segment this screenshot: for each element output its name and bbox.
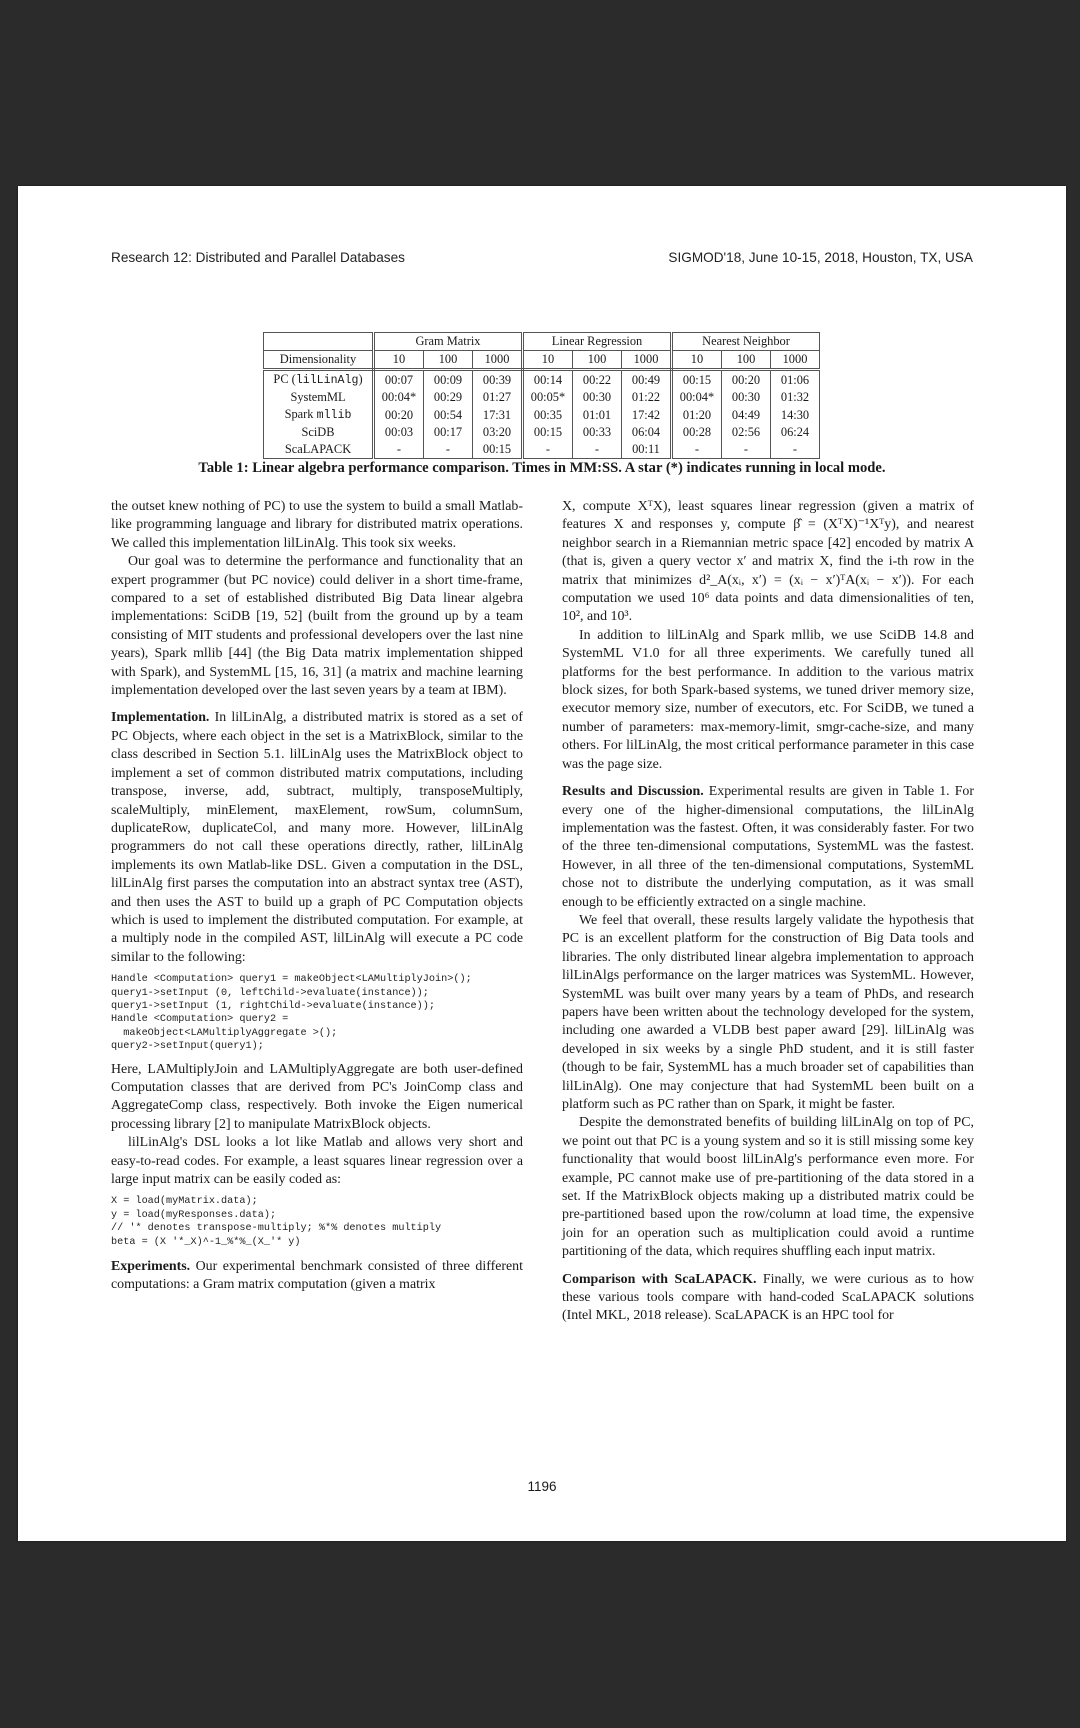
- table-cell: 00:35: [523, 406, 573, 424]
- table-row: [264, 389, 820, 406]
- left-column: [111, 498, 523, 1295]
- dim-cell: 100: [722, 351, 771, 370]
- right-column: [562, 498, 974, 1326]
- table-cell: 17:31: [473, 406, 523, 424]
- paragraph: Here, LAMultiplyJoin and LAMultiplyAggregate are both user-defined Computation classes that are derived from PC's JoinComp class and AggregateComp class, respectively. Both invoke the Eigen numerical processing library [2] to manipulate MatrixBlock objects.: [111, 1061, 523, 1132]
- table-row: [264, 441, 820, 459]
- section-heading: Comparison with ScaLAPACK.: [562, 1271, 757, 1287]
- table-cell: 00:15: [473, 441, 523, 459]
- table-cell: 00:30: [573, 389, 622, 406]
- dim-cell: 100: [424, 351, 473, 370]
- paragraph: Implementation. In lilLinAlg, a distributed matrix is stored as a set of PC Objects, where each object in the set is a MatrixBlock, similar to the class described in Section 5.1. lilLinAlg uses the MatrixBlock object to implement a set of common distributed matrix computations, including transpose, inverse, add, subtract, multiply, transposeMultiply, scaleMultiply, minElement, maxElement, rowSum, columnSum, duplicateRow, duplicateCol, and many more. However, lilLinAlg programmers do not call these operations directly, rather, lilLinAlg implements its own Matlab-like DSL. Given a computation in the DSL, lilLinAlg first parses the computation into an abstract syntax tree (AST), and then uses the AST to build up a graph of PC Computation objects which is used to implement the distributed computation. For example, at a multiply node in the compiled AST, lilLinAlg will execute a PC code similar to the following:: [111, 710, 523, 965]
- table-cell: 00:17: [424, 424, 473, 441]
- table-cell: 00:30: [722, 389, 771, 406]
- dim-cell: 100: [573, 351, 622, 370]
- paper-page: [18, 186, 1066, 1541]
- page-number: 1196: [527, 1479, 557, 1494]
- table-cell: 00:20: [374, 406, 424, 424]
- table-group-header: [264, 333, 820, 351]
- paragraph: Despite the demonstrated benefits of building lilLinAlg on top of PC, we point out that PC is a young system and so it is still missing some key functionality that would boost lilLinAlg's performance even more. For example, PC cannot make use of pre-partitioning of the data stored in a set. If the MatrixBlock objects making up a distributed matrix could be pre-partitioned based upon the row/column at load time, the expensive join for an operation such as multiplication could avoid a runtime partitioning of the data, which requires shuffling each input matrix.: [562, 1115, 974, 1260]
- table-cell: 01:01: [573, 406, 622, 424]
- table-cell: 01:06: [771, 370, 820, 390]
- table-cell: -: [573, 441, 622, 459]
- table-cell: 00:15: [523, 424, 573, 441]
- code-block: X = load(myMatrix.data); y = load(myResponses.data); // '* denotes transpose-multiply; %*% denotes multiply beta = (X '*_X)^-1_%*%_(X_'* y): [111, 1196, 442, 1248]
- table-cell: 14:30: [771, 406, 820, 424]
- table-cell: 00:29: [424, 389, 473, 406]
- section-heading: Experiments.: [111, 1259, 191, 1275]
- row-label: ScaLAPACK: [264, 441, 374, 459]
- header-venue: SIGMOD'18, June 10-15, 2018, Houston, TX, USA: [668, 250, 973, 265]
- table-cell: 01:20: [672, 406, 722, 424]
- table-cell: -: [523, 441, 573, 459]
- table-cell: 00:15: [672, 370, 722, 390]
- table-cell: 00:03: [374, 424, 424, 441]
- group-linear-regression: Linear Regression: [523, 333, 672, 351]
- table-row: [264, 370, 820, 390]
- table-cell: 00:49: [622, 370, 672, 390]
- table-cell: 06:24: [771, 424, 820, 441]
- code-block: Handle <Computation> query1 = makeObject<LAMultiplyJoin>(); query1->setInput (0, leftChild->evaluate(instance)); query1->setInput (1, rightChild->evaluate(instance)); Handle <Computation> query2 = makeObject<LAMultiplyAggregate >(); query2->setInput(query1);: [111, 974, 472, 1053]
- table-cell: -: [424, 441, 473, 459]
- table-cell: 00:05*: [523, 389, 573, 406]
- paragraph: the outset knew nothing of PC) to use the system to build a small Matlab-like programming language and library for distributed matrix operations. We called this implementation lilLinAlg. This took six weeks.: [111, 499, 523, 551]
- table-row: [264, 406, 820, 424]
- table-cell: 00:11: [622, 441, 672, 459]
- table-cell: 00:54: [424, 406, 473, 424]
- table-cell: 01:32: [771, 389, 820, 406]
- row-label: PC (lilLinAlg): [264, 370, 374, 390]
- paragraph: Comparison with ScaLAPACK. Finally, we were curious as to how these various tools compare with hand-coded ScaLAPACK solutions (Intel MKL, 2018 release). ScaLAPACK is an HPC tool for: [562, 1271, 974, 1324]
- table-cell: -: [722, 441, 771, 459]
- table-cell: 00:04*: [672, 389, 722, 406]
- table-cell: 00:39: [473, 370, 523, 390]
- table-cell: 00:22: [573, 370, 622, 390]
- section-heading: Results and Discussion.: [562, 784, 704, 800]
- table-cell: -: [771, 441, 820, 459]
- dim-cell: 1000: [622, 351, 672, 370]
- group-gram-matrix: Gram Matrix: [374, 333, 523, 351]
- table-cell: -: [672, 441, 722, 459]
- section-heading: Implementation.: [111, 710, 210, 726]
- dimensionality-label: Dimensionality: [264, 351, 374, 370]
- table-row: [264, 424, 820, 441]
- paragraph: lilLinAlg's DSL looks a lot like Matlab and allows very short and easy-to-read codes. For example, a least squares linear regression over a large input matrix can be easily coded as:: [111, 1135, 523, 1188]
- table-cell: 04:49: [722, 406, 771, 424]
- table-cell: 00:28: [672, 424, 722, 441]
- table-cell: 00:20: [722, 370, 771, 390]
- paragraph: We feel that overall, these results largely validate the hypothesis that PC is an excellent platform for the construction of Big Data tools and libraries. The only distributed linear algebra implementation to approach lilLinAlgs performance on the larger matrices was SystemML. However, SystemML was built over many years by a team of PhDs, and research papers have been written about the technology developed for the system, including one awarded a VLDB best paper award [29]. lilLinAlg was developed in six weeks by a single PhD student, and it is still faster (though to be fair, SystemML has a much broader set of capabilities than lilLinAlg). One may conjecture that had SystemML been built on a platform such as PC rather than on Spark, it might be faster.: [562, 912, 974, 1112]
- table-cell: 02:56: [722, 424, 771, 441]
- header-track: Research 12: Distributed and Parallel Databases: [111, 250, 405, 265]
- dim-cell: 10: [672, 351, 722, 370]
- dim-cell: 10: [523, 351, 573, 370]
- row-label: SciDB: [264, 424, 374, 441]
- performance-table: [263, 332, 820, 459]
- table-cell: 06:04: [622, 424, 672, 441]
- row-label: SystemML: [264, 389, 374, 406]
- table-cell: 03:20: [473, 424, 523, 441]
- paragraph: In addition to lilLinAlg and Spark mllib, we use SciDB 14.8 and SystemML V1.0 for all three experiments. We carefully tuned all platforms for the best performance. In addition to the various matrix block sizes, for both Spark-based systems, we tuned driver memory size, executor memory size, number of executors, etc. For SciDB, we tuned a number of parameters: max-memory-limit, smgr-cache-size, and many others. For lilLinAlg, the most critical performance parameter in this case was the page size.: [562, 627, 974, 772]
- table-dim-header: [264, 351, 820, 370]
- dim-cell: 1000: [473, 351, 523, 370]
- table-caption: Table 1: Linear algebra performance comparison. Times in MM:SS. A star (*) indicates running in local mode.: [198, 460, 886, 476]
- row-label: Spark mllib: [264, 406, 374, 424]
- paragraph: Our goal was to determine the performance and functionality that an expert programmer (but PC novice) could deliver in a short time-frame, compared to a set of established distributed Big Data linear algebra implementations: SciDB [19, 52] (built from the ground up by a team consisting of MIT students and professional developers over the last nine years), Spark mllib [44] (the Big Data matrix implementation shipped with Spark), and SystemML [15, 16, 31] (a matrix and machine learning implementation developed over the last seven years by a team at IBM).: [111, 554, 523, 699]
- table-cell: 00:07: [374, 370, 424, 390]
- paragraph: Results and Discussion. Experimental results are given in Table 1. For every one of the higher-dimensional computations, the lilLinAlg implementation was the fastest. Often, it was considerably faster. For two of the three ten-dimensional computations, SystemML was the fastest. However, in all three of the ten-dimensional computations, SystemML chose not to distribute the underlying computation, as it was small enough to be efficiently extracted on a single machine.: [562, 784, 974, 910]
- table-cell: 01:22: [622, 389, 672, 406]
- dim-cell: 10: [374, 351, 424, 370]
- table-cell: -: [374, 441, 424, 459]
- paragraph: X, compute XᵀX), least squares linear regression (given a matrix of features X and responses y, compute β̂ = (XᵀX)⁻¹Xᵀy), and nearest neighbor search in a Riemannian metric space [42] encoded by matrix A (that is, given a query vector x′ and matrix X, find the i-th row in the matrix that minimizes d²_A(xᵢ, x′) = (xᵢ − x′)ᵀA(xᵢ − x′)). For each computation we used 10⁶ data points and data dimensionalities of ten, 10², and 10³.: [562, 499, 974, 625]
- table-cell: 00:33: [573, 424, 622, 441]
- running-header: [111, 250, 973, 265]
- dim-cell: 1000: [771, 351, 820, 370]
- group-nearest-neighbor: Nearest Neighbor: [672, 333, 820, 351]
- paragraph: Experiments. Our experimental benchmark consisted of three different computations: a Gram matrix computation (given a matrix: [111, 1259, 523, 1293]
- table-cell: 00:09: [424, 370, 473, 390]
- table-cell: 00:14: [523, 370, 573, 390]
- table-cell: 17:42: [622, 406, 672, 424]
- table-cell: 00:04*: [374, 389, 424, 406]
- table-cell: 01:27: [473, 389, 523, 406]
